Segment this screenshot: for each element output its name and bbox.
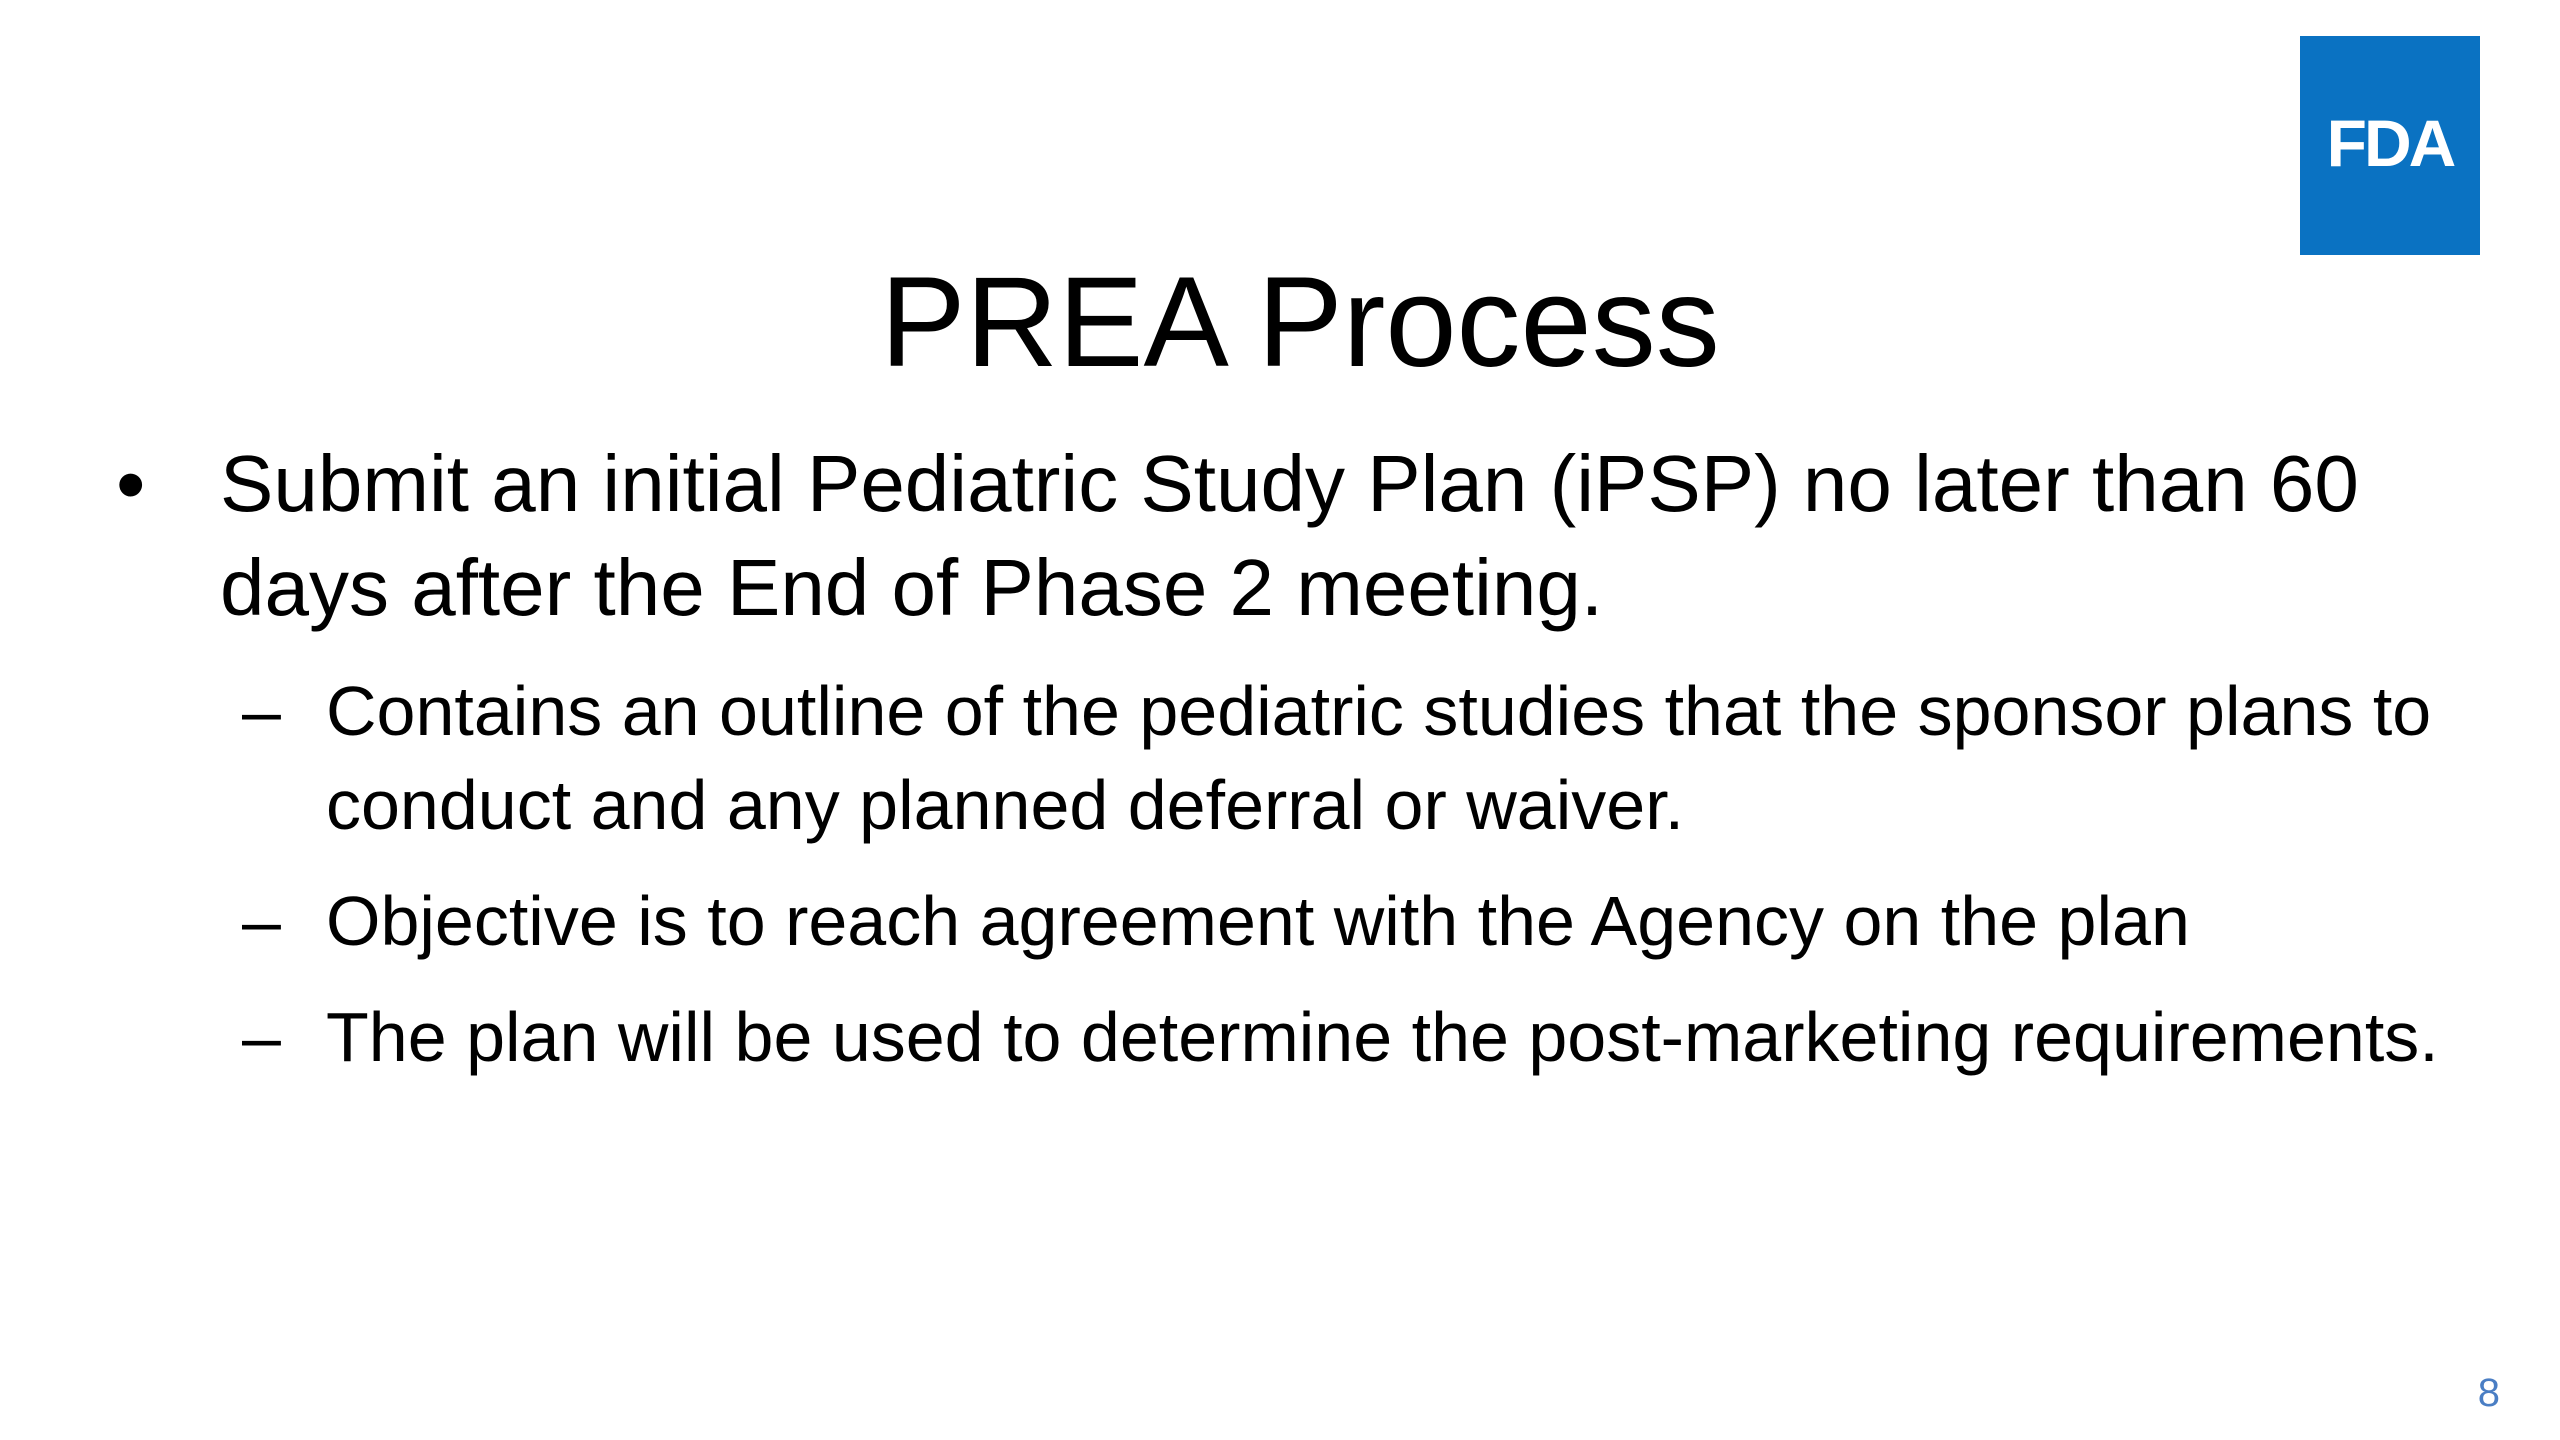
bullet-item (112, 432, 2472, 640)
sub-bullet-list (112, 664, 2472, 1084)
dash-icon: – (242, 672, 281, 750)
dash-icon: – (242, 998, 281, 1076)
sub-bullet-item (242, 990, 2472, 1084)
fda-logo-text: FDA (2326, 105, 2454, 180)
bullet-list (112, 432, 2472, 1106)
sub-bullet-item (242, 664, 2472, 852)
sub-bullet-text: Objective is to reach agreement with the Agency on the plan (326, 882, 2190, 960)
bullet-icon: • (116, 437, 146, 531)
fda-logo (2300, 36, 2480, 255)
bullet-text: Submit an initial Pediatric Study Plan (iPSP) no later than 60 days after the End of Phase 2 meeting. (220, 439, 2359, 632)
sub-bullet-text: Contains an outline of the pediatric studies that the sponsor plans to conduct and any planned deferral or waiver. (326, 672, 2432, 844)
slide-title: PREA Process (880, 251, 1720, 394)
sub-bullet-item (242, 874, 2472, 968)
fda-logo-wordmark (2310, 96, 2470, 196)
page-number: 8 (2477, 1371, 2500, 1415)
dash-icon: – (242, 882, 281, 960)
sub-bullet-text: The plan will be used to determine the post-marketing requirements. (326, 998, 2439, 1076)
